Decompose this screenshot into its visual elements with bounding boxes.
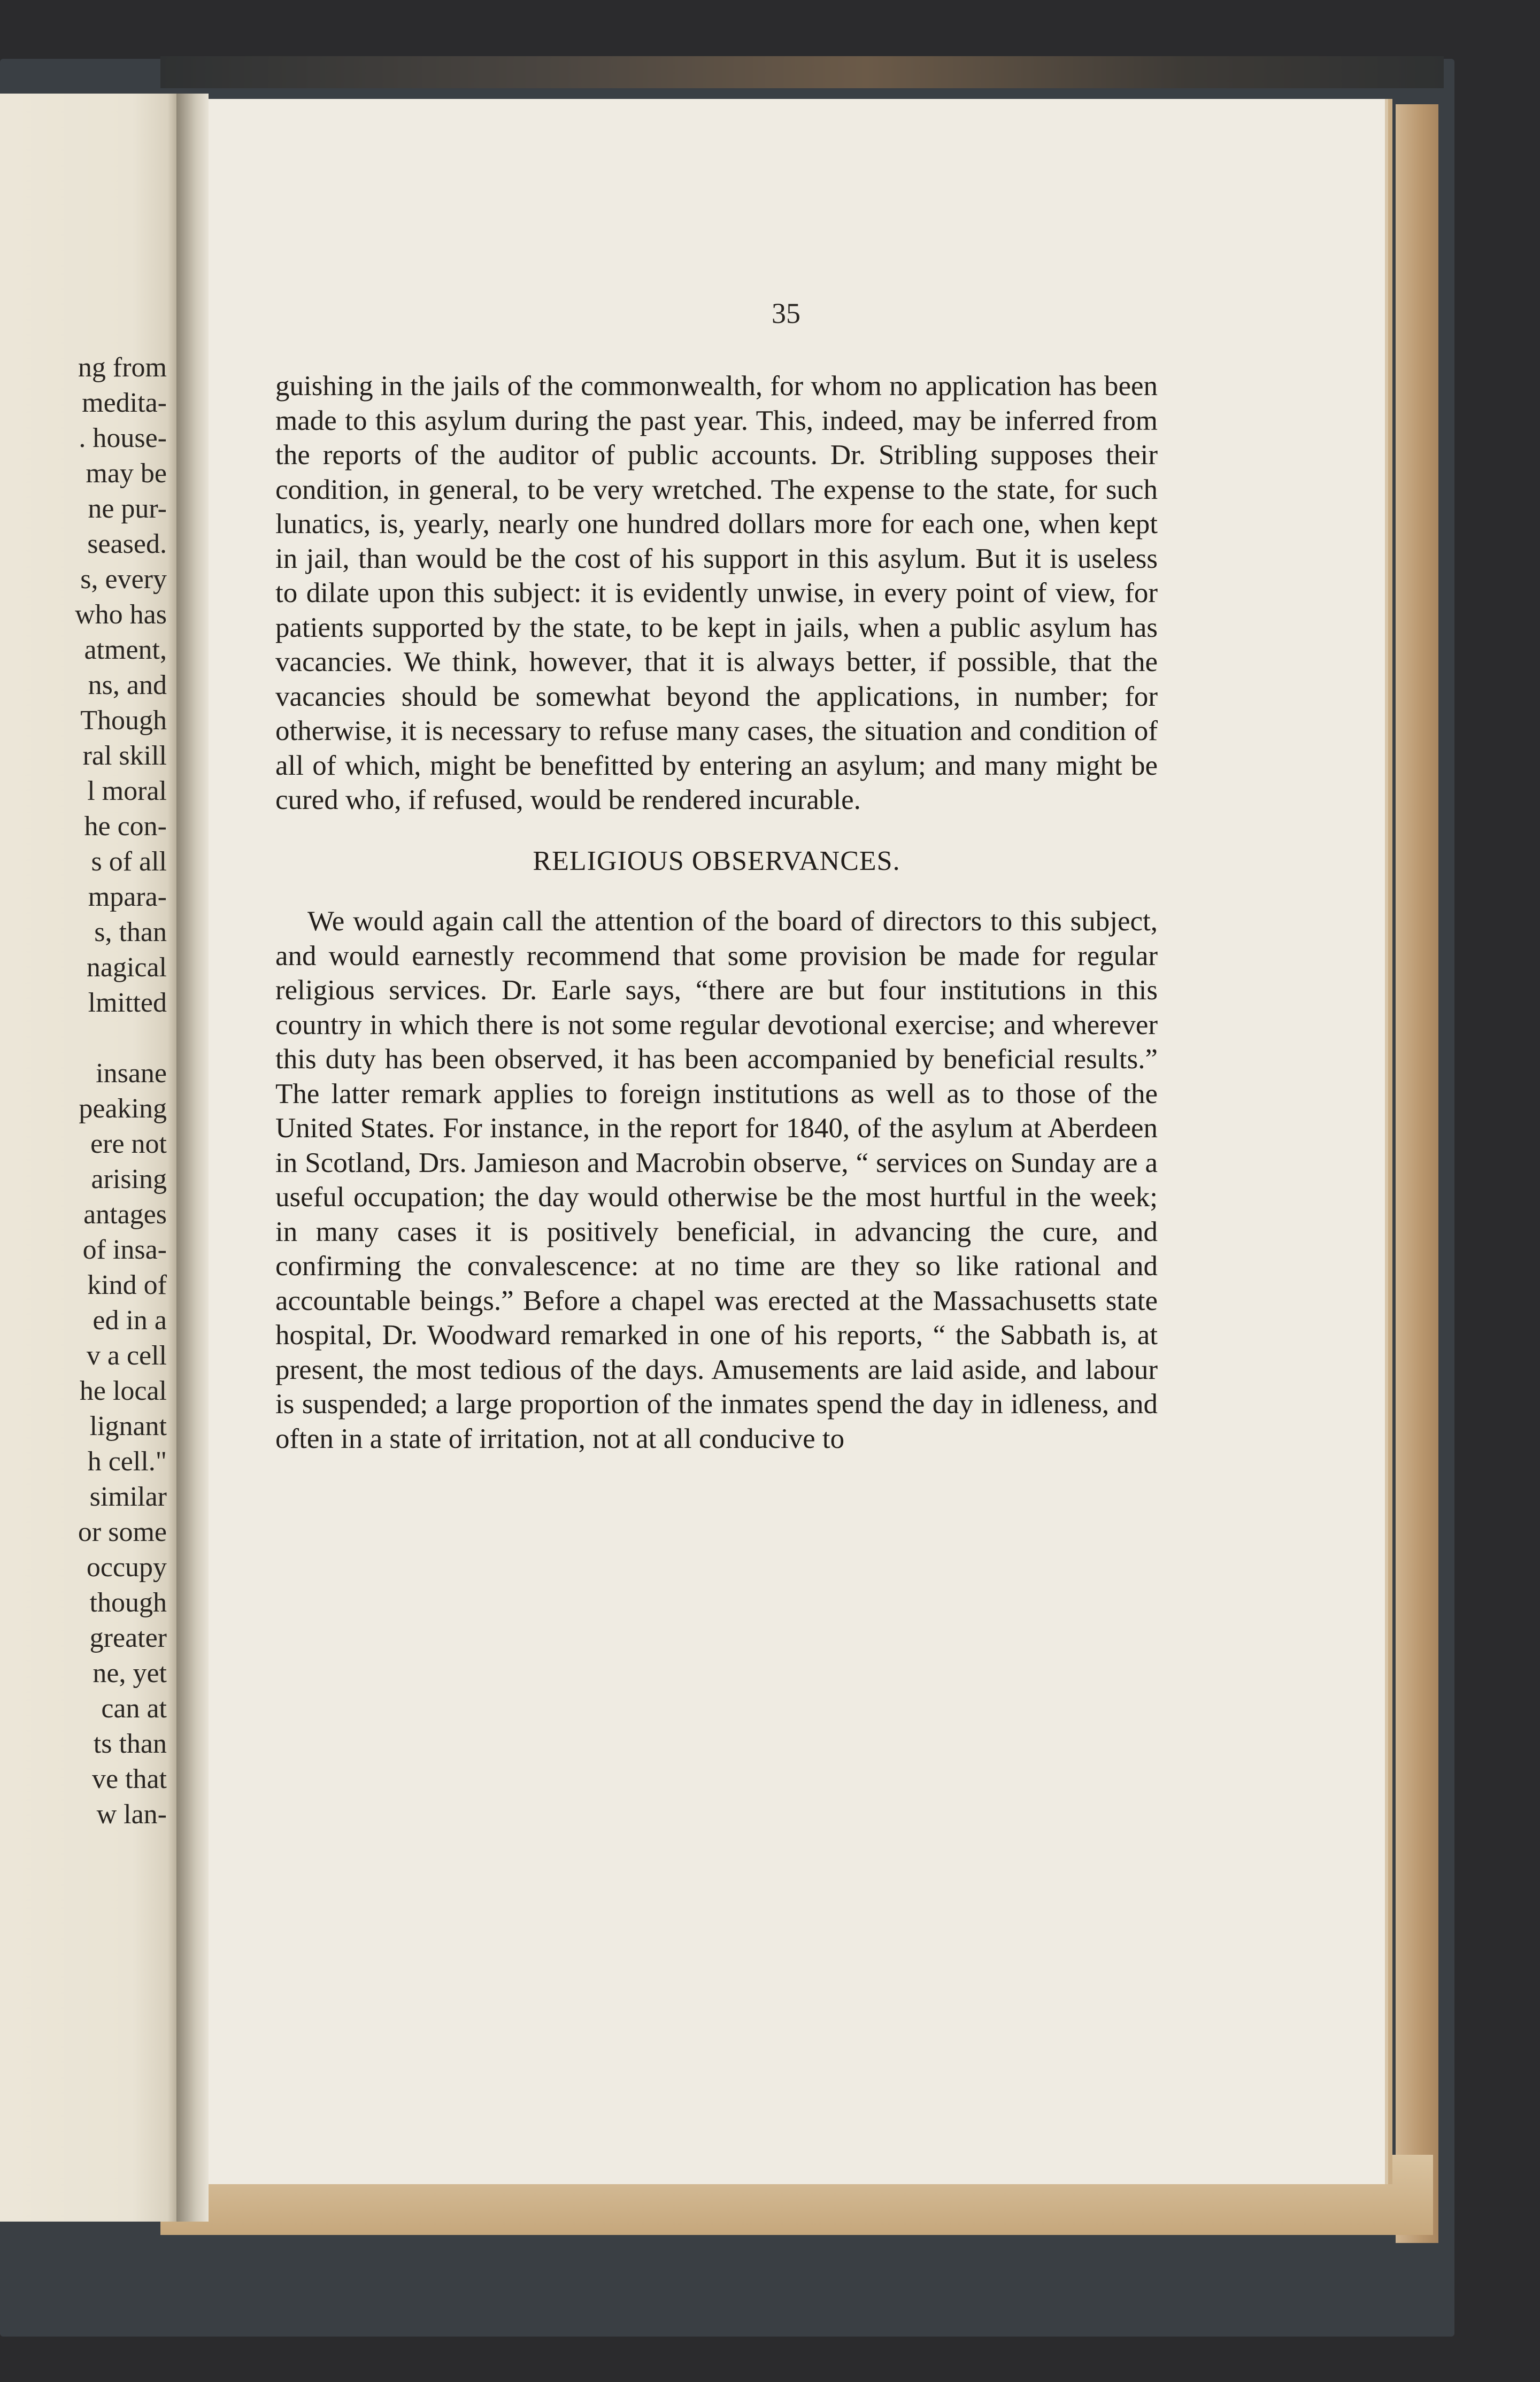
left-page-line: can at	[101, 1693, 167, 1724]
left-page-line: ed in a	[93, 1305, 167, 1336]
left-page-line: though	[89, 1587, 167, 1618]
left-page-line: arising	[91, 1164, 167, 1194]
left-page-line: ng from	[78, 352, 167, 383]
left-page-line: lignant	[89, 1411, 167, 1441]
left-page-line: antages	[83, 1199, 167, 1230]
left-page-line: Though	[80, 705, 167, 736]
left-page-line: who has	[75, 599, 167, 630]
left-page-line: greater	[89, 1623, 167, 1653]
paragraph: We would again call the attention of the board of directors to this subject, and would earnestly recommend that some provision be made for regular religious services. Dr. Earle says, “there are but four institutions in this country in which there is not some regular devotional exercise; and wherever this duty has been observed, it has been accompanied by beneficial results.” The latter remark applies to foreign institutions as well as to those of the United States. For instance, in the report for 1840, of the asylum at Aberdeen in Scotland, Drs. Jamieson and Macrobin observe, “ services on Sunday are a useful occupation; the day would otherwise be the most hurtful in the week; in many cases it is positively beneficial, in advancing the cure, and confirming the convalescence: at no time are they so like rational and accountable beings.” Before a chapel was erected at the Massachusetts state hospital, Dr. Woodward remarked in one of his reports, “ the Sabbath is, at present, the most tedious of the days. Amusements are laid aside, and labour is suspended; a large proportion of the inmates spend the day in idleness, and often in a state of irritation, not at all conducive to	[275, 906, 1158, 1454]
left-page-line: ve that	[91, 1764, 167, 1794]
left-page-line: atment,	[84, 635, 167, 665]
left-page-line: l moral	[87, 776, 167, 806]
left-page-line: ne, yet	[93, 1658, 167, 1689]
left-page-line: s, every	[80, 564, 167, 595]
cover-spine-edge	[160, 56, 1444, 88]
left-page-line: similar	[89, 1482, 167, 1512]
left-page-line: kind of	[87, 1270, 167, 1300]
left-page-line: w lan-	[96, 1799, 167, 1830]
body-text	[275, 369, 1158, 1456]
left-page-line	[75, 1021, 167, 1056]
left-page-text	[75, 350, 167, 1832]
page-number: 35	[772, 297, 800, 329]
left-page-line: he con-	[84, 811, 167, 842]
left-page-line: ral skill	[82, 741, 167, 771]
left-page-line: or some	[78, 1517, 167, 1547]
left-page	[0, 94, 176, 2222]
left-page-line: seased.	[87, 529, 167, 559]
left-page-line: ere not	[90, 1129, 167, 1159]
section-heading: RELIGIOUS OBSERVANCES.	[533, 845, 900, 876]
left-page-line: he local	[79, 1376, 167, 1406]
left-page-line: occupy	[86, 1552, 167, 1583]
left-page-line: h cell."	[87, 1446, 167, 1477]
left-page-line: ts than	[93, 1729, 167, 1759]
left-page-line: peaking	[79, 1093, 167, 1124]
left-page-line: s, than	[94, 917, 167, 947]
left-page-line: ns, and	[88, 670, 167, 700]
left-page-line: medita-	[82, 388, 167, 418]
cover-board-edge	[1396, 104, 1438, 2243]
paragraph: guishing in the jails of the commonwealth, for whom no application has been made to this asylum during the past year. This, indeed, may be inferred from the reports of the auditor of public accounts. Dr. Stribling supposes their condition, in general, to be very wretched. The expense to the state, for such lunatics, is, yearly, nearly one hundred dollars more for each one, when kept in jail, than would be the cost of his support in this asylum. But it is useless to dilate upon this subject: it is evidently unwise, in every point of view, for patients supported by the state, to be kept in jails, when a public asylum has vacancies. We think, however, that it is always better, if possible, that the vacancies should be somewhat beyond the applications, in number; for otherwise, it is necessary to refuse many cases, the situation and condition of all of which, might be benefitted by entering an asylum; and many might be cured who, if refused, would be rendered incurable.	[275, 371, 1158, 815]
left-page-line: s of all	[91, 846, 167, 877]
left-page-line: lmitted	[88, 988, 167, 1018]
left-page-line: v a cell	[86, 1340, 167, 1371]
gutter-shadow	[176, 94, 209, 2222]
left-page-line: ne pur-	[88, 494, 167, 524]
left-page-line: nagical	[86, 952, 167, 983]
left-page-line: may be	[86, 458, 167, 489]
left-page-line: . house-	[79, 423, 167, 453]
left-page-line: insane	[96, 1058, 167, 1089]
left-page-line: of insa-	[82, 1235, 167, 1265]
left-page-line: mpara-	[88, 882, 167, 912]
